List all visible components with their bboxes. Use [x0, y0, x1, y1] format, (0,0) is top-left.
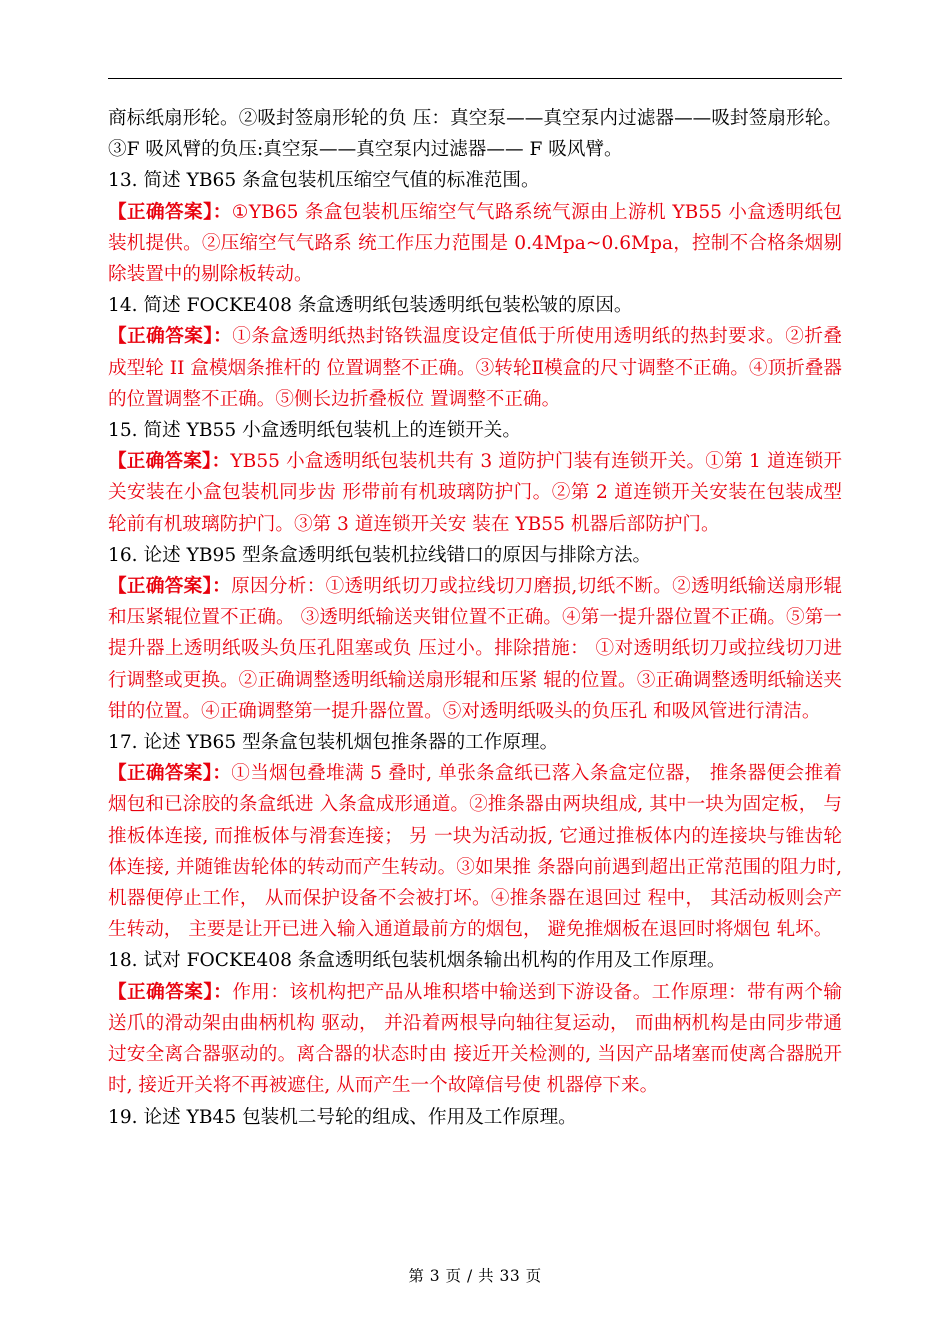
answer-text: ①条盒透明纸热封铬铁温度设定值低于所使用透明纸的热封要求。②折叠成型轮 II 盒模烟条推杆的 位置调整不正确。③转轮Ⅱ模盒的尺寸调整不正确。④顶折叠器的位置调整不正确。⑤侧长边折叠板位 置调整不正确。	[108, 326, 842, 410]
document-body	[108, 103, 842, 1133]
paragraph: 商标纸扇形轮。②吸封签扇形轮的负 压：真空泵——真空泵内过滤器——吸封签扇形轮。③F 吸风臂的负压:真空泵——真空泵内过滤器—— F 吸风臂。	[108, 108, 842, 161]
answer-tag: 【正确答案】：	[108, 576, 232, 598]
answer-tag: 【正确答案】：	[108, 763, 232, 785]
answer-18	[108, 977, 842, 1102]
answer-text: ①YB65 条盒包装机压缩空气气路系统气源由上游机 YB55 小盒透明纸包装机提供。②压缩空气气路系 统工作压力范围是 0.4Mpa~0.6Mpa，控制不合格条烟剔除装置中的剔除板转动。	[108, 201, 842, 286]
answer-14	[108, 321, 842, 415]
question-18: 18. 试对 FOCKE408 条盒透明纸包装机烟条输出机构的作用及工作原理。	[108, 950, 726, 972]
answer-17	[108, 758, 842, 945]
answer-text: 作用：该机构把产品从堆积塔中输送到下游设备。工作原理：带有两个输送爪的滑动架由曲柄机构 驱动， 并沿着两根导向轴往复运动， 而曲柄机构是由同步带通过安全离合器驱动的。离合器的状态时由 接近开关检测的, 当因产品堵塞而使离合器脱开时, 接近开关将不再被遮住, 从而产生一个故障信号使 机器停下来。	[108, 981, 842, 1097]
answer-text: YB55 小盒透明纸包装机共有 3 道防护门装有连锁开关。①第 1 道连锁开关安装在小盒包装机同步齿 形带前有机玻璃防护门。②第 2 道连锁开关安装在包装成型轮前有机玻璃防护门。③第 3 道连锁开关安 装在 YB55 机器后部防护门。	[108, 451, 843, 535]
answer-text: 原因分析：①透明纸切刀或拉线切刀磨损,切纸不断。②透明纸输送扇形辊和压紧辊位置不正确。 ③透明纸输送夹钳位置不正确。④第一提升器位置不正确。⑤第一提升器上透明纸吸头负压孔阻塞或负 压过小。排除措施： ①对透明纸切刀或拉线切刀进行调整或更换。②正确调整透明纸输送扇形辊和压紧 辊的位置。③正确调整透明纸输送夹钳的位置。④正确调整第一提升器位置。⑤对透明纸吸头的负压孔 和吸风管进行清洁。	[108, 576, 843, 722]
question-15: 15. 简述 YB55 小盒透明纸包装机上的连锁开关。	[108, 420, 521, 442]
answer-tag: 【正确答案】：	[108, 201, 232, 223]
question-13: 13. 简述 YB65 条盒包装机压缩空气值的标准范围。	[108, 170, 540, 192]
page-footer	[0, 1264, 950, 1286]
question-14: 14. 简述 FOCKE408 条盒透明纸包装透明纸包装松皱的原因。	[108, 295, 633, 317]
answer-text: ①当烟包叠堆满 5 叠时, 单张条盒纸已落入条盒定位器， 推条器便会推着烟包和已涂胶的条盒纸进 入条盒成形通道。②推条器由两块组成, 其中一块为固定板， 与推板体连接, 而推板体与滑套连接； 另 一块为活动扳, 它通过推板体内的连接块与锥齿轮体连接, 并随锥齿轮体的转动而产生转动。③如果推 条器向前遇到超出正常范围的阻力时, 机器便停止工作， 从而保护设备不会被打坏。④推条器在退回过 程中， 其活动板则会产生转动， 主要是让开已进入输入通道最前方的烟包， 避免推烟板在退回时将烟包 轧坏。	[108, 763, 842, 941]
header-rule	[108, 78, 842, 79]
answer-tag: 【正确答案】：	[108, 326, 233, 348]
answer-13	[108, 197, 842, 291]
answer-tag: 【正确答案】：	[108, 981, 233, 1003]
answer-16	[108, 571, 842, 727]
answer-tag: 【正确答案】：	[108, 451, 231, 473]
page-number: 第 3 页 / 共 33 页	[408, 1267, 542, 1285]
question-19: 19. 论述 YB45 包装机二号轮的组成、作用及工作原理。	[108, 1106, 577, 1128]
answer-15	[108, 446, 842, 540]
question-16: 16. 论述 YB95 型条盒透明纸包装机拉线错口的原因与排除方法。	[108, 544, 652, 566]
question-17: 17. 论述 YB65 型条盒包装机烟包推条器的工作原理。	[108, 732, 559, 754]
